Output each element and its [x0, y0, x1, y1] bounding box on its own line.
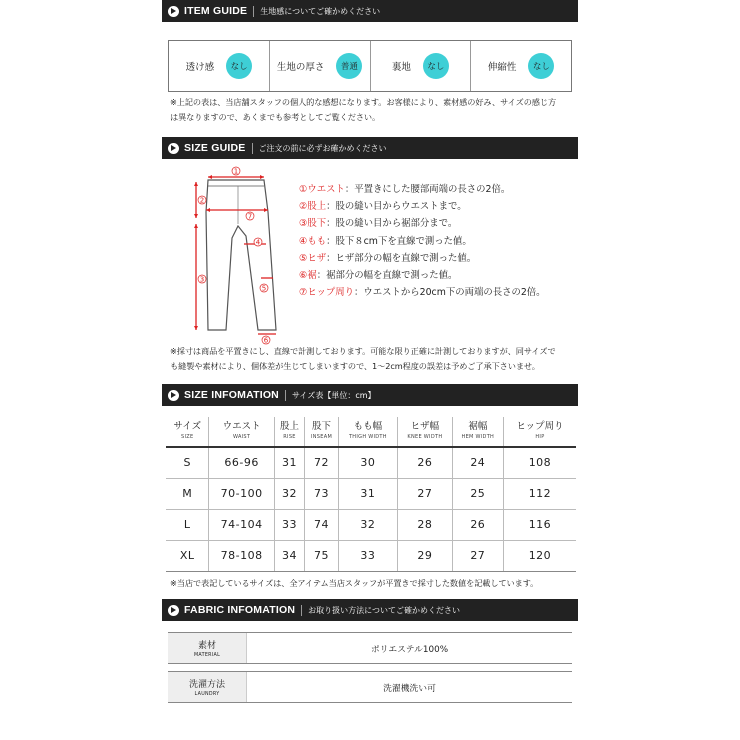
separator — [301, 605, 302, 616]
guide-badge: なし — [423, 53, 449, 79]
table-cell: 112 — [503, 478, 576, 509]
marker-1: 1 — [233, 167, 239, 176]
marker-5: 5 — [261, 284, 267, 293]
table-cell: 116 — [503, 509, 576, 540]
col-thigh: もも幅 THIGH WIDTH — [338, 417, 397, 447]
size-info-note: ※当店で表記しているサイズは、全アイテム当店スタッフが平置きで採寸した数値を記載しています。 — [170, 578, 539, 588]
legend-desc: ：股の縫い目から裾部分まで。 — [326, 218, 458, 230]
note-line: は異なりますので、あくまでも参考としてご覧ください。 — [170, 112, 381, 122]
table-cell: 33 — [274, 509, 304, 540]
guide-item-thickness — [270, 41, 371, 91]
marker-7: 7 — [247, 212, 253, 221]
table-row — [166, 478, 576, 509]
table-cell: 74-104 — [209, 509, 274, 540]
guide-label: 生地の厚さ — [276, 62, 325, 73]
table-cell: 78-108 — [209, 540, 274, 571]
table-cell: 33 — [338, 540, 397, 571]
fabric-info-header — [162, 599, 578, 621]
marker-4: 4 — [255, 238, 261, 247]
section-title: ITEM GUIDE — [184, 5, 248, 17]
guide-label: 裏地 — [391, 62, 411, 73]
table-cell: S — [166, 447, 209, 478]
legend-desc: ：ウエストから20cm下の両端の長さの2倍。 — [354, 287, 546, 299]
play-icon — [168, 143, 179, 154]
table-cell: 72 — [305, 447, 339, 478]
fabric-head-jp: 素材 — [197, 641, 216, 651]
table-cell: 32 — [338, 509, 397, 540]
col-waist: ウエスト WAIST — [209, 417, 274, 447]
note-line: も縫製や素材により、個体差が生じてしまいますので、1～2cm程度の誤差は予めご了承下さいませ。 — [170, 361, 540, 371]
col-hem: 裾幅 HEM WIDTH — [452, 417, 503, 447]
table-cell: 31 — [338, 478, 397, 509]
table-cell: L — [166, 509, 209, 540]
fabric-row-laundry — [168, 671, 572, 703]
table-cell: 24 — [452, 447, 503, 478]
play-icon — [168, 6, 179, 17]
legend-item — [299, 250, 546, 267]
fabric-value: ポリエステル100% — [246, 633, 572, 663]
col-inseam: 股下 INSEAM — [305, 417, 339, 447]
fabric-value: 洗濯機洗い可 — [246, 672, 572, 702]
table-cell: 31 — [274, 447, 304, 478]
table-cell: 108 — [503, 447, 576, 478]
table-cell: 66-96 — [209, 447, 274, 478]
col-hip: ヒップ周り HIP — [503, 417, 576, 447]
col-rise: 股上 RISE — [274, 417, 304, 447]
legend-desc: ：ヒザ部分の幅を直線で測った値。 — [326, 252, 477, 264]
guide-item-sheerness — [169, 41, 270, 91]
table-cell: 26 — [398, 447, 453, 478]
size-guide-legend — [299, 181, 546, 301]
guide-item-stretch — [471, 41, 571, 91]
section-subtitle: 生地感についてご確かめください — [260, 6, 381, 16]
fabric-head-jp: 洗濯方法 — [188, 680, 225, 690]
guide-item-lining — [371, 41, 472, 91]
table-cell: 75 — [305, 540, 339, 571]
note-line: ※上記の表は、当店舗スタッフの個人的な感想になります。お客様により、素材感の好み、サイズの感じ方 — [170, 97, 557, 107]
item-guide-note — [170, 95, 556, 125]
fabric-row-head — [168, 672, 246, 702]
table-row — [166, 509, 576, 540]
legend-key: ③股下 — [299, 218, 327, 230]
fabric-row-material — [168, 632, 572, 664]
size-guide-header — [162, 137, 578, 159]
guide-label: 透け感 — [185, 62, 215, 73]
table-cell: 32 — [274, 478, 304, 509]
table-cell: 28 — [398, 509, 453, 540]
fabric-row-head — [168, 633, 246, 663]
fabric-head-en: MATERIAL — [193, 653, 221, 658]
guide-badge: なし — [226, 53, 252, 79]
section-title: FABRIC INFOMATION — [184, 604, 296, 616]
legend-item — [299, 267, 546, 284]
marker-2: 2 — [199, 196, 205, 205]
guide-badge: なし — [528, 53, 554, 79]
table-cell: 120 — [503, 540, 576, 571]
legend-desc: ：股下８cm下を直線で測った値。 — [326, 235, 472, 247]
fabric-head-en: LAUNDRY — [194, 692, 220, 697]
size-table — [166, 417, 576, 572]
legend-item — [299, 181, 546, 198]
note-line: ※採寸は商品を平置きにし、直線で計測しております。可能な限り正確に計測しておりますが、同サイズで — [170, 346, 556, 356]
legend-key: ④もも — [299, 235, 327, 247]
marker-3: 3 — [199, 275, 205, 284]
table-cell: 29 — [398, 540, 453, 571]
table-cell: 26 — [452, 509, 503, 540]
section-title: SIZE INFOMATION — [184, 389, 279, 401]
section-title: SIZE GUIDE — [184, 142, 246, 154]
separator — [252, 143, 253, 154]
size-table-header-row — [166, 417, 576, 447]
size-info-header — [162, 384, 578, 406]
table-cell: 70-100 — [209, 478, 274, 509]
table-cell: XL — [166, 540, 209, 571]
legend-key: ⑤ヒザ — [299, 252, 327, 264]
legend-item — [299, 284, 546, 301]
legend-key: ①ウエスト — [299, 184, 345, 195]
legend-key: ⑥裾 — [299, 270, 317, 282]
table-cell: 27 — [398, 478, 453, 509]
legend-desc: ：平置きにした腰部両端の長さの2倍。 — [344, 184, 511, 195]
section-subtitle: サイズ表【単位：cm】 — [291, 390, 376, 400]
play-icon — [168, 605, 179, 616]
separator — [253, 6, 254, 17]
legend-item — [299, 198, 546, 215]
guide-label: 伸縮性 — [487, 62, 517, 73]
table-row — [166, 540, 576, 571]
legend-item — [299, 215, 546, 232]
play-icon — [168, 390, 179, 401]
marker-6: 6 — [263, 336, 269, 345]
table-cell: 74 — [305, 509, 339, 540]
table-cell: 34 — [274, 540, 304, 571]
size-table-body — [166, 447, 576, 571]
table-cell: 73 — [305, 478, 339, 509]
table-cell: 30 — [338, 447, 397, 478]
legend-key: ⑦ヒップ周り — [299, 287, 354, 299]
section-subtitle: ご注文の前に必ずお確かめください — [258, 143, 387, 153]
separator — [285, 390, 286, 401]
legend-desc: ：股の縫い目からウエストまで。 — [326, 201, 467, 213]
pants-measurement-diagram — [186, 166, 292, 346]
legend-key: ②股上 — [299, 201, 327, 213]
col-knee: ヒザ幅 KNEE WIDTH — [398, 417, 453, 447]
section-subtitle: お取り扱い方法についてご確かめください — [308, 605, 460, 615]
col-size: サイズ SIZE — [166, 417, 209, 447]
guide-badge: 普通 — [336, 53, 362, 79]
table-row — [166, 447, 576, 478]
size-guide-note — [170, 344, 556, 374]
table-cell: M — [166, 478, 209, 509]
legend-item — [299, 233, 546, 250]
table-cell: 27 — [452, 540, 503, 571]
item-guide-header — [162, 0, 578, 22]
table-cell: 25 — [452, 478, 503, 509]
legend-desc: ：裾部分の幅を直線で測った値。 — [316, 270, 458, 282]
item-guide-table — [168, 40, 572, 92]
